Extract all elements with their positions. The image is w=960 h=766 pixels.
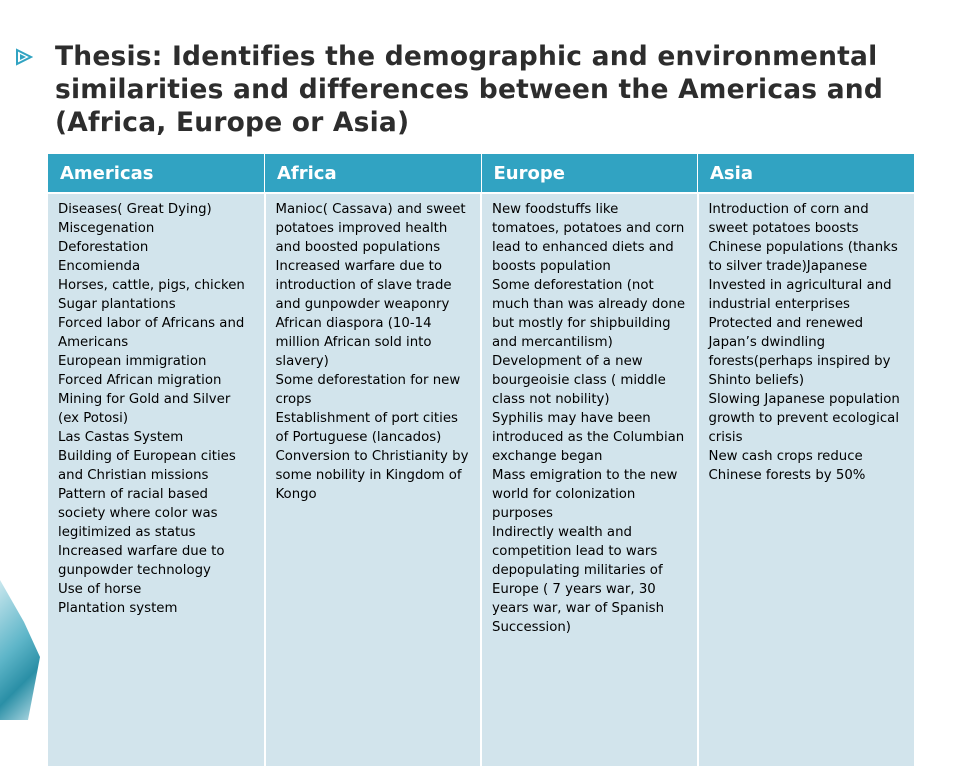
list-item: Indirectly wealth and competition lead to wars depopulating militaries of Europe ( 7 years war, 30 years war, war of Spanish Succession) xyxy=(492,525,665,635)
cell-africa xyxy=(265,193,482,766)
column-header-asia: Asia xyxy=(698,154,915,193)
cell-europe xyxy=(481,193,698,766)
list-item: Use of horse xyxy=(58,582,142,597)
list-item: New cash crops reduce Chinese forests by 50% xyxy=(708,449,866,483)
list-item: Deforestation xyxy=(58,240,149,255)
list-item: European immigration xyxy=(58,354,207,369)
list-item: Introduction of corn and sweet potatoes boosts Chinese populations (thanks to silver trade)Japanese Invested in agricultural and industrial enterprises xyxy=(708,202,898,312)
table-header-row xyxy=(48,154,914,193)
cell-asia xyxy=(698,193,915,766)
arrow-bullet-icon xyxy=(15,48,33,66)
comparison-table xyxy=(48,154,914,766)
list-item: Syphilis may have been introduced as the Columbian exchange began xyxy=(492,411,685,464)
list-item: Forced labor of Africans and Americans xyxy=(58,316,245,350)
list-item: Protected and renewed Japan’s dwindling forests(perhaps inspired by Shinto beliefs) xyxy=(708,316,891,388)
list-item: Pattern of racial based society where color was legitimized as status xyxy=(58,487,218,540)
list-item: Some deforestation for new crops xyxy=(275,373,461,407)
column-header-africa: Africa xyxy=(265,154,482,193)
list-item: Sugar plantations xyxy=(58,297,176,312)
list-item: Increased warfare due to gunpowder technology xyxy=(58,544,225,578)
list-item: Encomienda xyxy=(58,259,141,274)
list-item: New foodstuffs like tomatoes, potatoes and corn lead to enhanced diets and boosts population xyxy=(492,202,685,274)
list-item: Establishment of port cities of Portuguese (lancados) xyxy=(275,411,458,445)
list-item: Slowing Japanese population growth to prevent ecological crisis xyxy=(708,392,900,445)
list-item: Diseases( Great Dying) xyxy=(58,202,212,217)
list-item: Mining for Gold and Silver (ex Potosi) xyxy=(58,392,231,426)
column-header-europe: Europe xyxy=(481,154,698,193)
list-item: Plantation system xyxy=(58,601,178,616)
list-item: Some deforestation (not much than was already done but mostly for shipbuilding and mercantilism) xyxy=(492,278,686,350)
list-item: Horses, cattle, pigs, chicken xyxy=(58,278,245,293)
column-header-americas: Americas xyxy=(48,154,265,193)
list-item: African diaspora (10-14 million African sold into slavery) xyxy=(275,316,432,369)
decorative-ribbon xyxy=(0,580,40,720)
list-item: Mass emigration to the new world for colonization purposes xyxy=(492,468,678,521)
list-item: Building of European cities and Christian missions xyxy=(58,449,236,483)
list-item: Conversion to Christianity by some nobility in Kingdom of Kongo xyxy=(275,449,469,502)
slide-title: Thesis: Identifies the demographic and environmental similarities and differences between the Americas and (Africa, Europe or Asia) xyxy=(55,41,884,138)
list-item: Development of a new bourgeoisie class ( middle class not nobility) xyxy=(492,354,666,407)
list-item: Manioc( Cassava) and sweet potatoes improved health and boosted populations xyxy=(275,202,466,255)
list-item: Las Castas System xyxy=(58,430,184,445)
list-item: Miscegenation xyxy=(58,221,155,236)
table-row xyxy=(48,193,914,766)
list-item: Forced African migration xyxy=(58,373,222,388)
list-item: Increased warfare due to introduction of slave trade and gunpowder weaponry xyxy=(275,259,452,312)
cell-americas xyxy=(48,193,265,766)
